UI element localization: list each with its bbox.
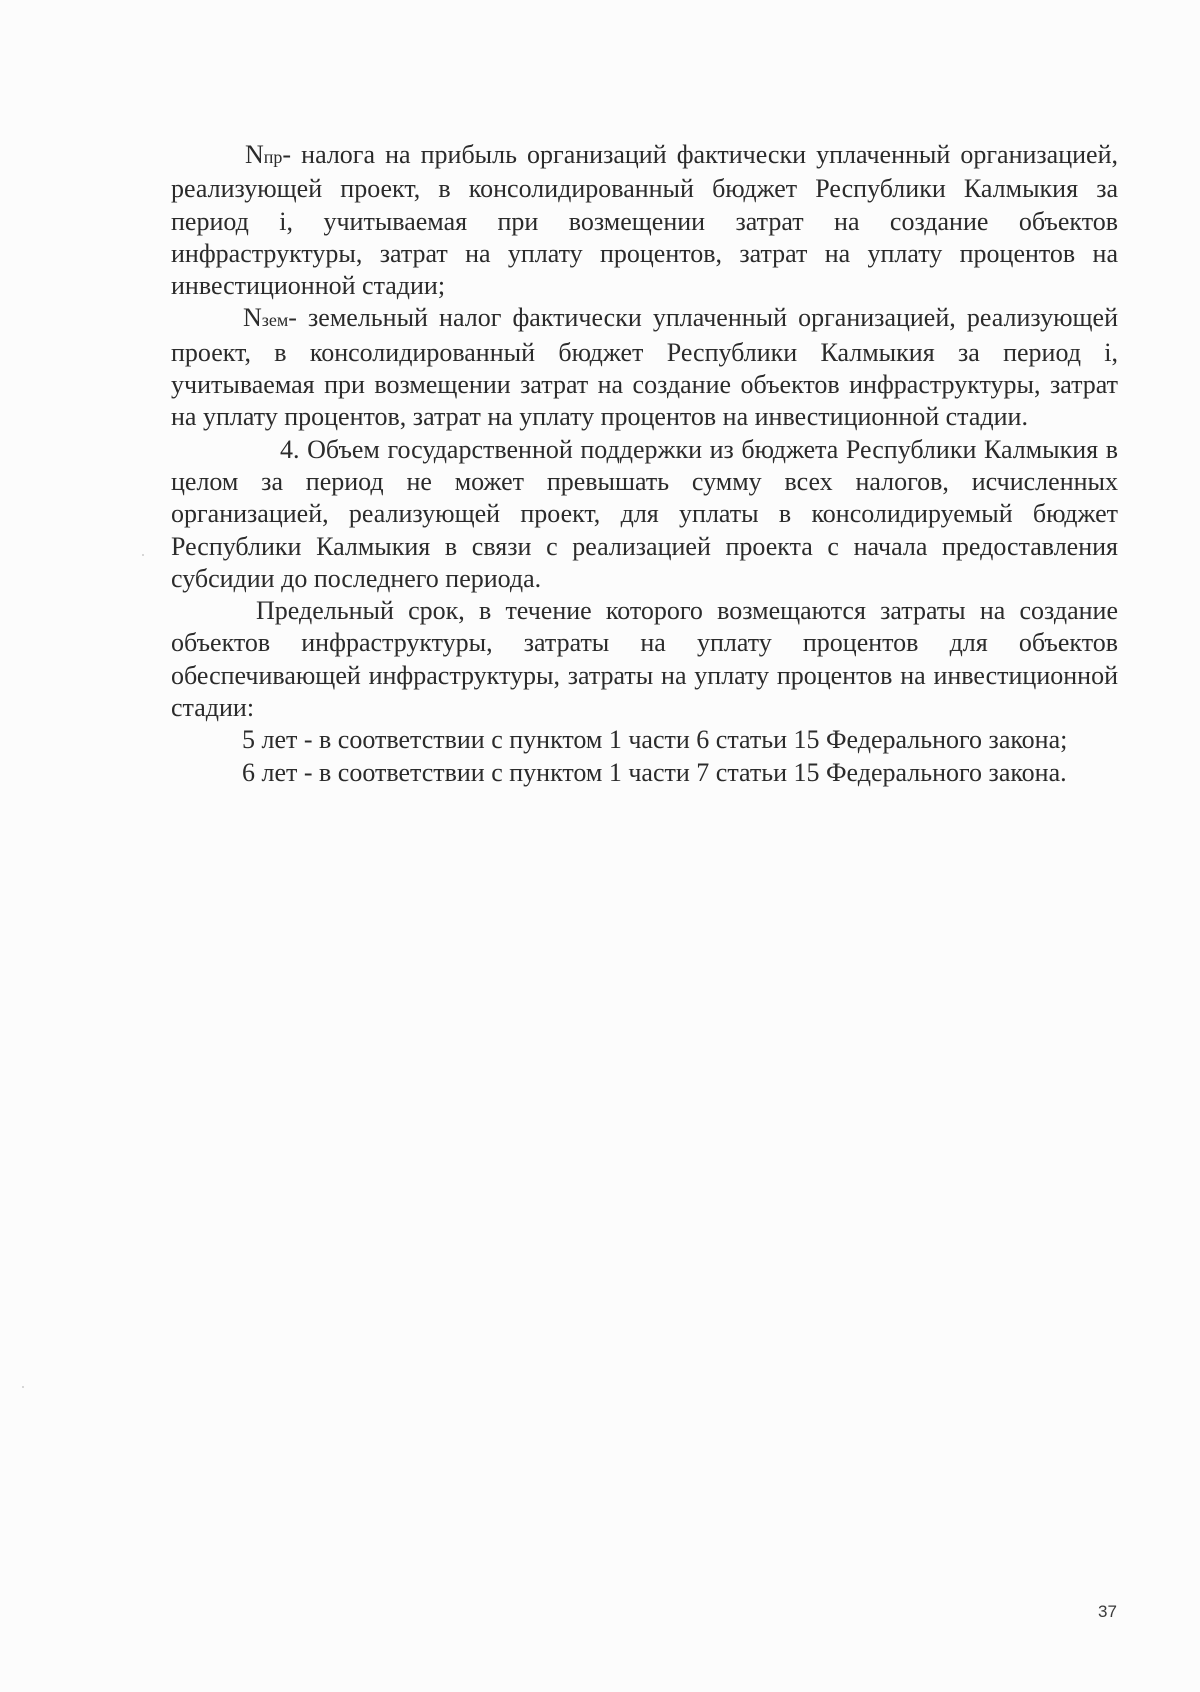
scan-speck (22, 1386, 24, 1388)
paragraph-item-4: 4. Объем государственной поддержки из бюджета Республики Калмыкия в целом за период не может превышать сумму всех налогов, исчисленных организацией, реализующей проект, для уплаты в консолидируемый бюджет Республики Калмыкия в связи с реализацией проекта с начала предоставления субсидии до последнего периода. (171, 434, 1118, 593)
document-body (171, 139, 1118, 789)
paragraph-nzem-definition (171, 302, 1118, 433)
scan-speck (142, 554, 144, 556)
npr-definition-text: - налога на прибыль организаций фактически уплаченный организацией, реализующей проект, в консолидированный бюджет Республики Калмыкия за период i, учитываемая при возмещении затрат на создание объектов инфраструктуры, затрат на уплату процентов, затрат на уплату процентов на инвестиционной стадии; (171, 140, 1118, 301)
paragraph-six-years: 6 лет - в соответствии с пунктом 1 части 7 статьи 15 Федерального закона. (242, 757, 1067, 787)
nzem-definition-text: - земельный налог фактически уплаченный организацией, реализующей проект, в консолидированный бюджет Республики Калмыкия за период i, учитываемая при возмещении затрат на создание объектов инфраструктуры, затрат на уплату процентов, затрат на уплату процентов на инвестиционной стадии. (171, 303, 1118, 432)
npr-symbol: Nпр (245, 140, 283, 169)
paragraph-deadline: Предельный срок, в течение которого возмещаются затраты на создание объектов инфраструктуры, затраты на уплату процентов для объектов обеспечивающей инфраструктуры, затраты на уплату процентов на инвестиционной стадии: (171, 596, 1118, 723)
paragraph-npr-definition (171, 139, 1118, 302)
page-number: 37 (1098, 1602, 1117, 1621)
nzem-symbol: Nзем (243, 303, 289, 333)
paragraph-five-years: 5 лет - в соответствии с пунктом 1 части 6 статьи 15 Федерального закона; (242, 725, 1068, 755)
